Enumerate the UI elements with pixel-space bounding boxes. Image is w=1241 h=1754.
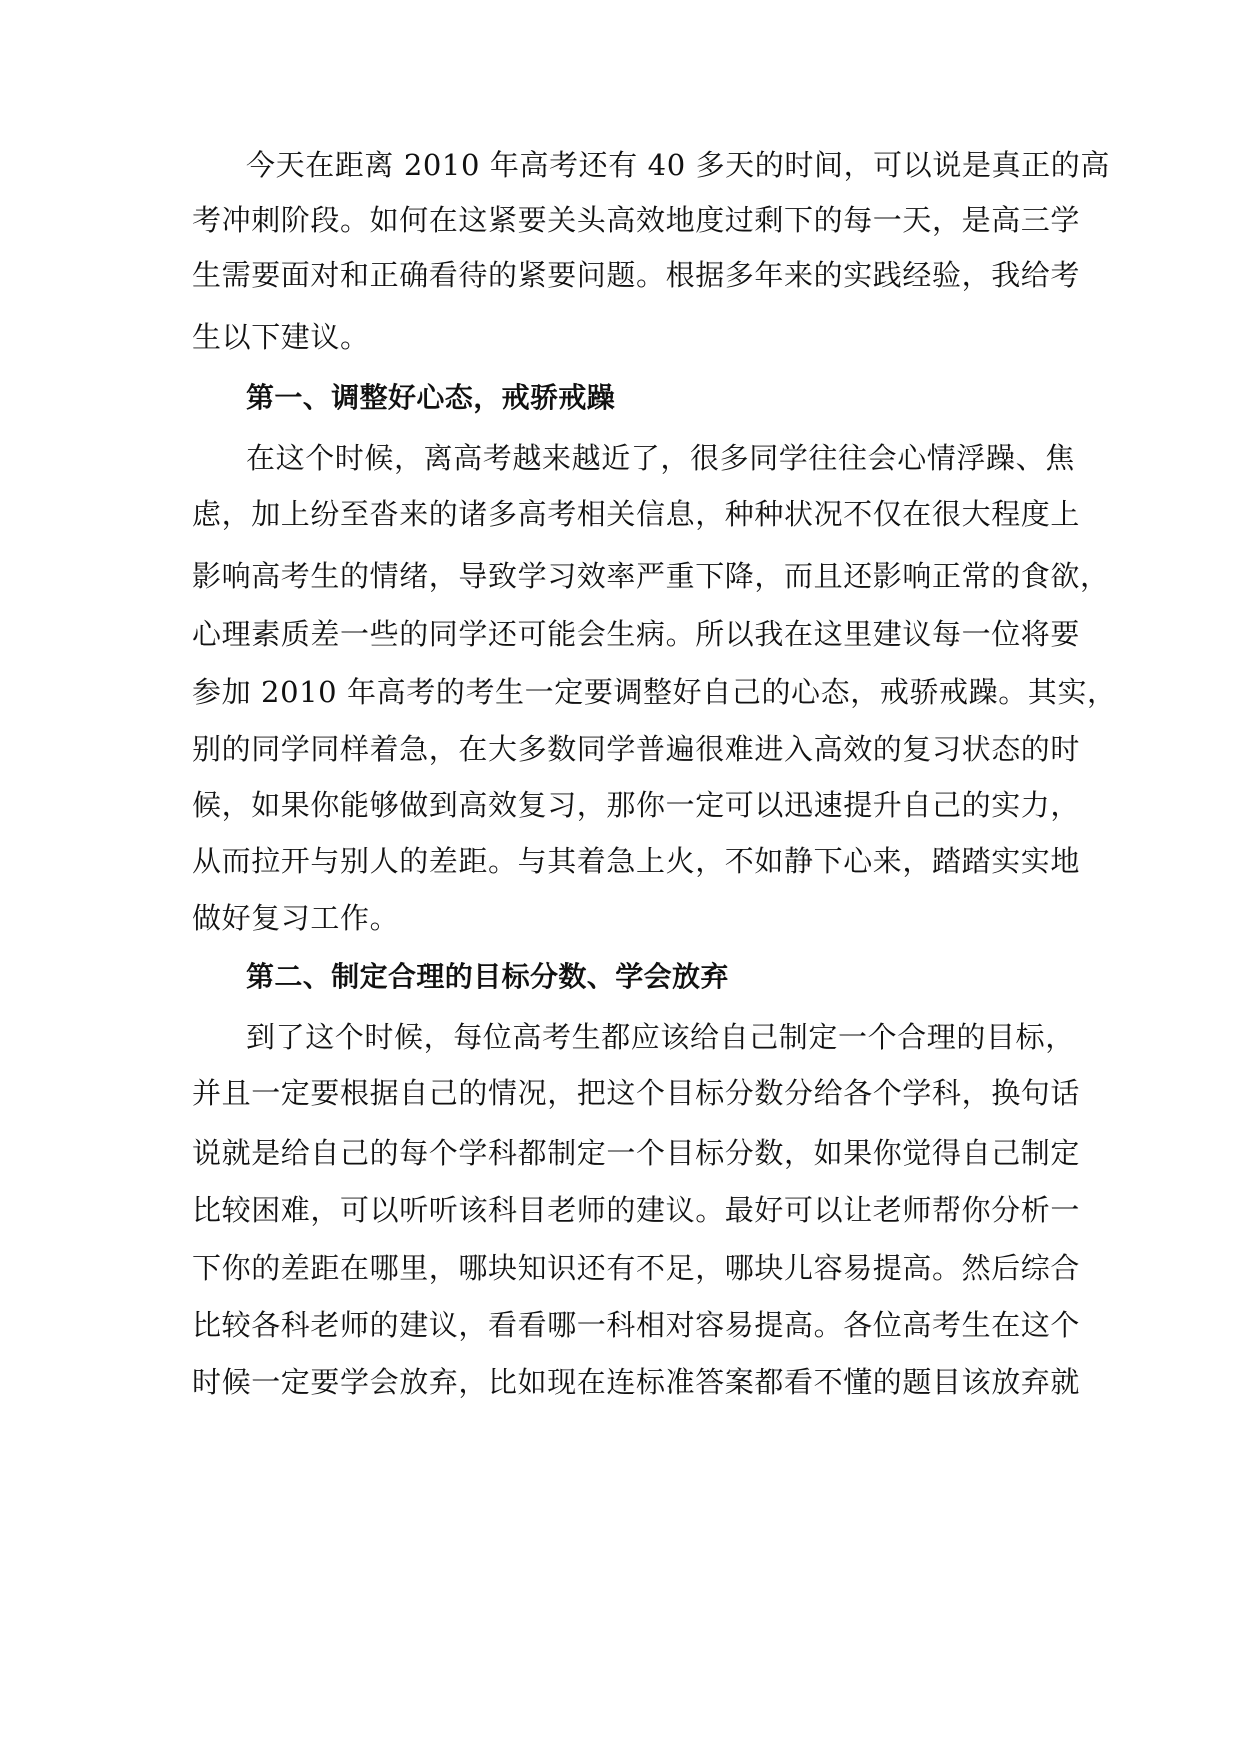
paragraph-3-line-4: 比较困难，可以听听该科目老师的建议。最好可以让老师帮你分析一 [192, 1193, 1081, 1227]
paragraph-2-line-5: 参加 2010 年高考的考生一定要调整好自己的心态，戒骄戒躁。其实， [192, 675, 1117, 709]
paragraph-3-line-2: 并且一定要根据自己的情况，把这个目标分数分给各个学科，换句话 [192, 1076, 1081, 1110]
paragraph-2-line-2: 虑，加上纷至沓来的诸多高考相关信息，种种状况不仅在很大程度上 [192, 497, 1081, 531]
paragraph-3-line-7: 时候一定要学会放弃，比如现在连标准答案都看不懂的题目该放弃就 [192, 1365, 1081, 1399]
paragraph-2-line-3: 影响高考生的情绪，导致学习效率严重下降，而且还影响正常的食欲， [192, 559, 1110, 593]
paragraph-2-line-6: 别的同学同样着急，在大多数同学普遍很难进入高效的复习状态的时 [192, 732, 1081, 766]
paragraph-1-line-1: 今天在距离 2010 年高考还有 40 多天的时间，可以说是真正的高 [246, 148, 1110, 182]
paragraph-2-line-7: 候，如果你能够做到高效复习，那你一定可以迅速提升自己的实力， [192, 788, 1081, 822]
paragraph-2-line-9: 做好复习工作。 [192, 901, 400, 935]
paragraph-3-line-3: 说就是给自己的每个学科都制定一个目标分数，如果你觉得自己制定 [192, 1136, 1081, 1170]
paragraph-3-line-1: 到了这个时候，每位高考生都应该给自己制定一个合理的目标， [246, 1020, 1075, 1054]
paragraph-3-line-6: 比较各科老师的建议，看看哪一科相对容易提高。各位高考生在这个 [192, 1308, 1081, 1342]
paragraph-2-line-1: 在这个时候，离高考越来越近了，很多同学往往会心情浮躁、焦 [246, 441, 1075, 475]
section-heading-1: 第一、调整好心态，戒骄戒躁 [246, 381, 616, 414]
paragraph-2-line-8: 从而拉开与别人的差距。与其着急上火，不如静下心来，踏踏实实地 [192, 844, 1081, 878]
paragraph-1-line-3: 生需要面对和正确看待的紧要问题。根据多年来的实践经验，我给考 [192, 258, 1081, 292]
paragraph-2-line-4: 心理素质差一些的同学还可能会生病。所以我在这里建议每一位将要 [192, 617, 1081, 651]
paragraph-3-line-5: 下你的差距在哪里，哪块知识还有不足，哪块儿容易提高。然后综合 [192, 1251, 1081, 1285]
paragraph-1-line-4: 生以下建议。 [192, 320, 370, 354]
section-heading-2: 第二、制定合理的目标分数、学会放弃 [246, 960, 729, 993]
paragraph-1-line-2: 考冲刺阶段。如何在这紧要关头高效地度过剩下的每一天，是高三学 [192, 203, 1081, 237]
